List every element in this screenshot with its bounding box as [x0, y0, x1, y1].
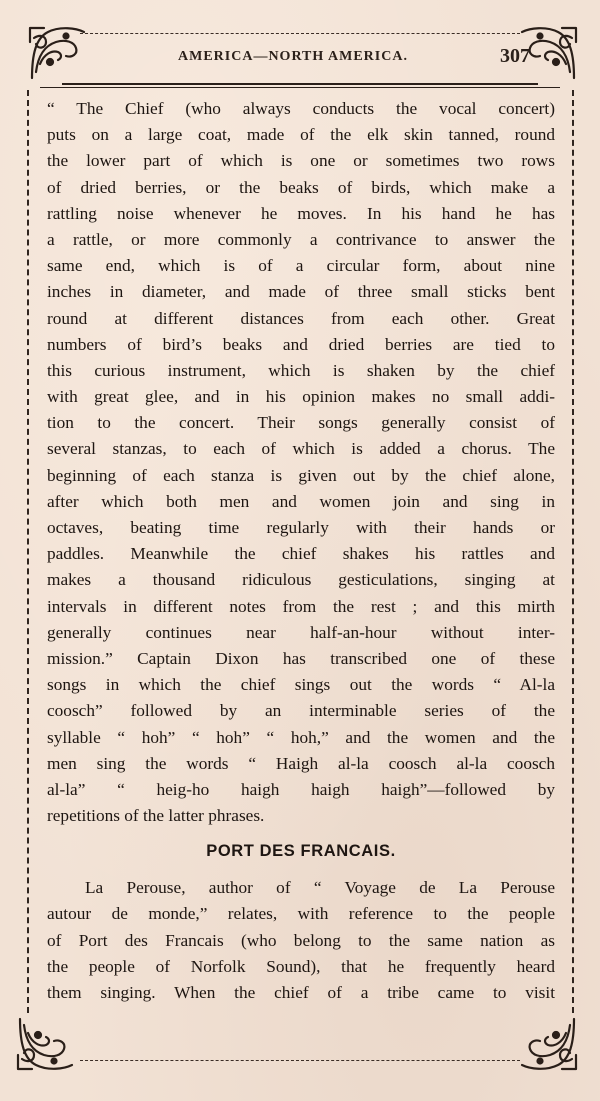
header-rule [62, 83, 538, 85]
right-border [572, 90, 574, 1013]
text-line: inches in diameter, and made of three small sticks bent [47, 282, 555, 302]
text-line: syllable “ hoh” “ hoh” “ hoh,” and the women and the [47, 727, 555, 747]
text-line: with great glee, and in his opinion makes no small addi- [47, 387, 555, 407]
text-line: after which both men and women join and sing in [47, 491, 555, 511]
page-header [0, 45, 600, 75]
bottom-border-rule [80, 1060, 520, 1061]
text-line: al-la” “ heig-ho haigh haigh haigh”—followed by [47, 779, 555, 799]
text-line: coosch” followed by an interminable series of the [47, 701, 555, 721]
paragraph-2 [47, 875, 555, 1006]
corner-ornament-icon [518, 1015, 580, 1073]
text-line: La Perouse, author of “ Voyage de La Perouse [85, 878, 555, 898]
page-number: 307 [500, 45, 530, 67]
text-line: the people of Norfolk Sound), that he frequently heard [47, 956, 555, 976]
text-line: makes a thousand ridiculous gesticulations, singing at [47, 570, 555, 590]
text-line: them singing. When the chief of a tribe came to visit [47, 983, 555, 1002]
text-line: several stanzas, to each of which is added a chorus. The [47, 439, 555, 459]
left-border [27, 90, 29, 1013]
text-line: this curious instrument, which is shaken by the chief [47, 360, 555, 380]
text-line: of Port des Francais (who belong to the same nation as [47, 930, 555, 950]
text-line: rattling noise whenever he moves. In his hand he has [47, 203, 555, 223]
text-line: round at different distances from each other. Great [47, 308, 555, 328]
text-line: generally continues near half-an-hour without inter- [47, 622, 555, 642]
text-line: paddles. Meanwhile the chief shakes his rattles and [47, 544, 555, 564]
text-line: repetitions of the latter phrases. [47, 806, 265, 826]
text-line: “ The Chief (who always conducts the vocal concert) [47, 99, 555, 118]
header-rule-thin [40, 87, 560, 88]
text-line: beginning of each stanza is given out by the chief alone, [47, 465, 555, 485]
text-line: puts on a large coat, made of the elk skin tanned, round [47, 125, 555, 145]
text-line: a rattle, or more commonly a contrivance to answer the [47, 229, 555, 249]
text-line: mission.” Captain Dixon has transcribed one of these [47, 648, 555, 668]
text-line: men sing the words “ Haigh al-la coosch al-la coosch [47, 753, 555, 773]
text-line: numbers of bird’s beaks and dried berries are tied to [47, 334, 555, 354]
top-border-rule [80, 33, 520, 34]
text-line: octaves, beating time regularly with their hands or [47, 518, 555, 537]
text-line: tion to the concert. Their songs generally consist of [47, 413, 555, 433]
text-line: same end, which is of a circular form, about nine [47, 256, 555, 276]
text-line: autour de monde,” relates, with reference to the people [47, 904, 555, 924]
corner-ornament-icon [14, 1015, 76, 1073]
text-line: songs in which the chief sings out the words “ Al-la [47, 675, 555, 695]
text-line: of dried berries, or the beaks of birds, which make a [47, 177, 555, 197]
text-line: the lower part of which is one or sometimes two rows [47, 151, 555, 171]
paragraph-1 [47, 96, 555, 829]
section-heading: PORT DES FRANCAIS. [206, 842, 396, 861]
body-text [47, 96, 555, 1006]
text-line: intervals in different notes from the rest ; and this mirth [47, 596, 555, 616]
running-head: AMERICA—NORTH AMERICA. [178, 49, 408, 64]
